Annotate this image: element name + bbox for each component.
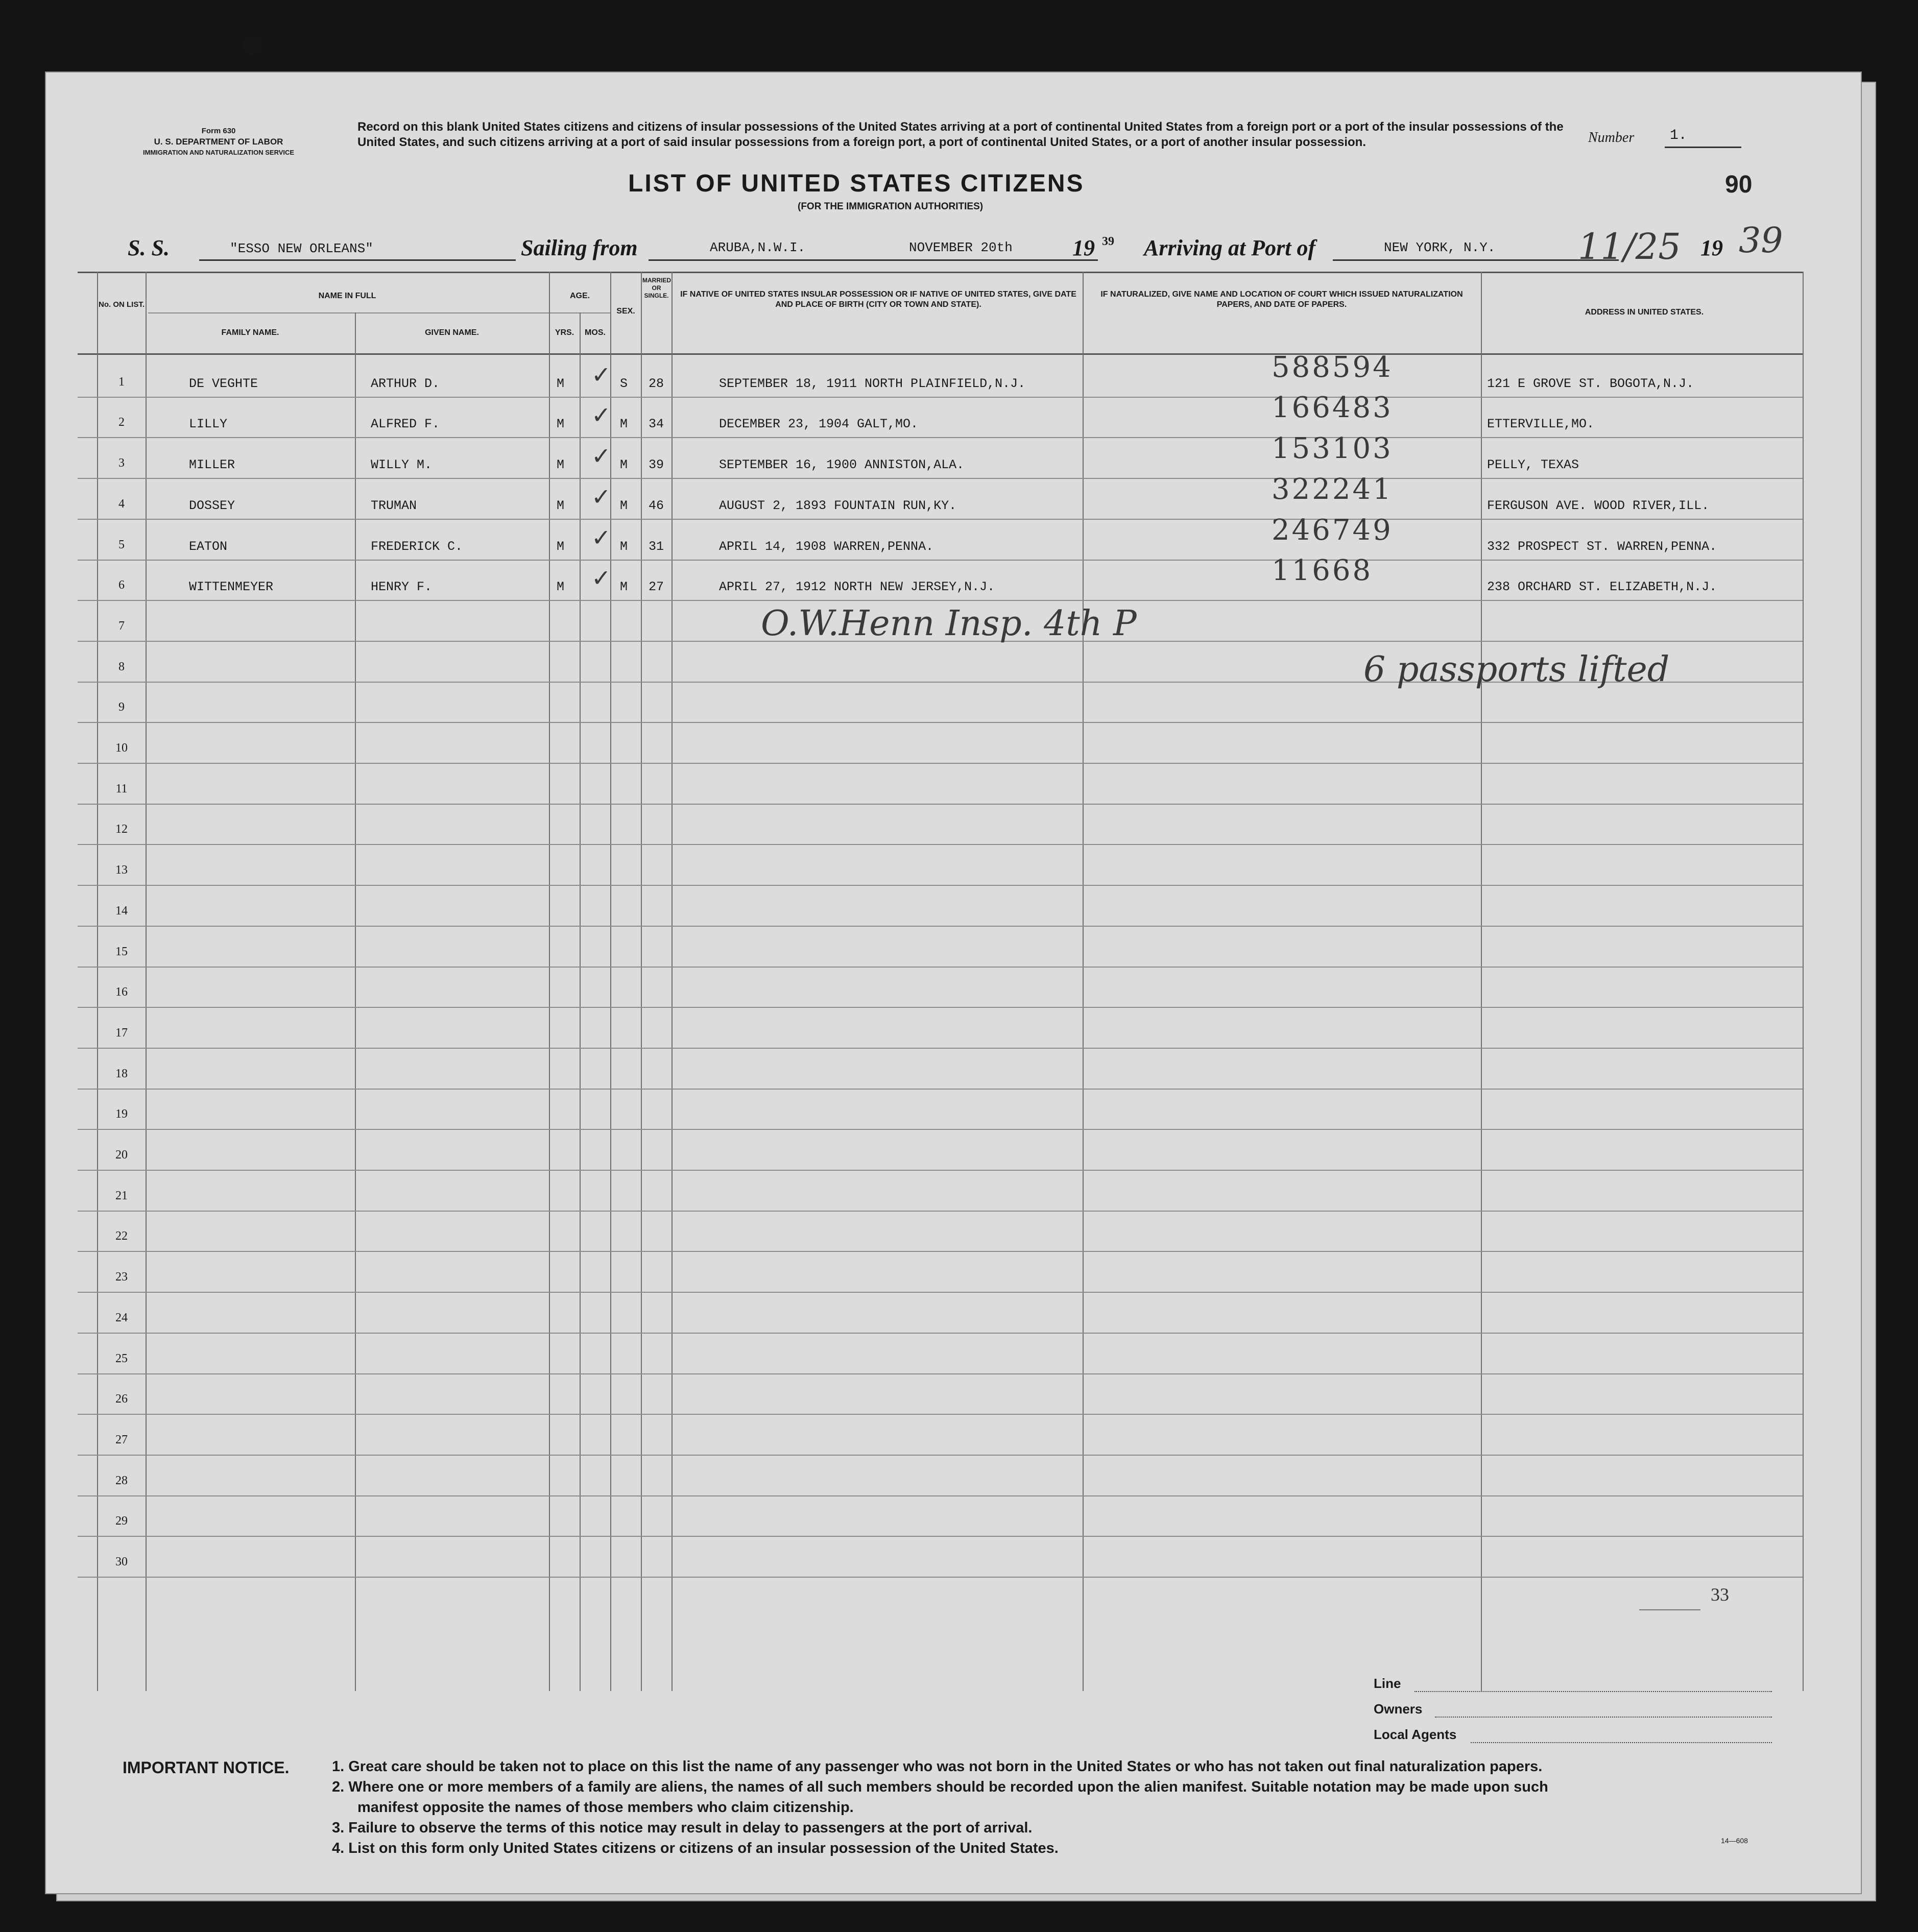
- yrs-cell: M: [557, 579, 565, 595]
- birth-cell: DECEMBER 23, 1904 GALT,MO.: [719, 417, 919, 432]
- line-field: [1414, 1691, 1772, 1692]
- family-name-cell: MILLER: [189, 457, 235, 473]
- row-rule: [78, 763, 1803, 764]
- row-number: 27: [115, 1433, 128, 1446]
- sailing-date: NOVEMBER 20th: [909, 240, 1013, 255]
- page-count: 33: [1711, 1584, 1729, 1605]
- given-name-cell: ARTHUR D.: [371, 376, 440, 391]
- row-number: 28: [115, 1474, 128, 1487]
- family-name-cell: EATON: [189, 539, 228, 554]
- row-number: 24: [115, 1311, 128, 1324]
- col-no-left: [97, 272, 98, 1691]
- row-number: 10: [115, 741, 128, 755]
- row-number: 11: [115, 782, 128, 795]
- sex-cell: M: [620, 457, 628, 473]
- col-address-right: [1803, 272, 1804, 1691]
- address-cell: ETTERVILLE,MO.: [1487, 417, 1595, 432]
- arrival-year-suffix: 39: [1739, 221, 1783, 261]
- given-name-cell: HENRY F.: [371, 579, 433, 595]
- row-number: 7: [118, 619, 125, 633]
- row-rule: [78, 1577, 1803, 1578]
- yrs-cell: M: [557, 457, 565, 473]
- row-number: 25: [115, 1351, 128, 1365]
- row-number: 16: [115, 985, 128, 999]
- yrs-cell: M: [557, 376, 565, 391]
- col-header-name-group: NAME IN FULL: [318, 292, 376, 300]
- intro-text: Record on this blank United States citizens and citizens of insular possessions of the United States arriving at a port of continental United States from a foreign port or a port of the insular possessions of the United States, and such citizens arriving at a port of said insular possessions from a foreign port, a port of continental United States, or a port of another insular possession.: [357, 120, 1564, 149]
- naturalization-paper-cell: 246749: [1272, 513, 1393, 547]
- naturalization-paper-cell: 588594: [1272, 350, 1393, 384]
- ss-label: S. S.: [128, 235, 170, 260]
- age-cell: 28: [649, 376, 664, 391]
- row-rule: [78, 1373, 1803, 1374]
- mos-check: ✓: [591, 402, 611, 429]
- row-rule: [78, 967, 1803, 968]
- ship-underline: [199, 259, 516, 261]
- row-rule: [78, 1251, 1803, 1252]
- birth-cell: SEPTEMBER 18, 1911 NORTH PLAINFIELD,N.J.: [719, 376, 1026, 391]
- number-label: Number: [1588, 130, 1635, 146]
- address-cell: 121 E GROVE ST. BOGOTA,N.J.: [1487, 376, 1694, 391]
- row-rule: [78, 1170, 1803, 1171]
- row-rule: [78, 1455, 1803, 1456]
- page-count-mark: [1639, 1609, 1700, 1610]
- row-number: 26: [115, 1392, 128, 1406]
- birth-cell: APRIL 27, 1912 NORTH NEW JERSEY,N.J.: [719, 579, 995, 595]
- row-number: 23: [115, 1270, 128, 1284]
- given-name-cell: TRUMAN: [371, 498, 417, 513]
- arriving-label: Arriving at Port of: [1144, 235, 1316, 260]
- address-cell: 238 ORCHARD ST. ELIZABETH,N.J.: [1487, 579, 1717, 595]
- row-number: 20: [115, 1148, 128, 1162]
- age-cell: 31: [649, 539, 664, 554]
- number-value: 1.: [1670, 128, 1687, 143]
- birth-cell: SEPTEMBER 16, 1900 ANNISTON,ALA.: [719, 457, 965, 473]
- agents-label: Local Agents: [1374, 1727, 1457, 1742]
- col-header-birth: IF NATIVE OF UNITED STATES INSULAR POSSESSION OR IF NATIVE OF UNITED STATES, GIVE DATE AND PLACE OF BIRTH (CITY OR TOWN AND STATE).: [680, 290, 1076, 309]
- sex-cell: M: [620, 539, 628, 554]
- row-number: 18: [115, 1067, 128, 1080]
- row-number: 30: [115, 1555, 128, 1568]
- row-number: 29: [115, 1514, 128, 1528]
- row-rule: [78, 1495, 1803, 1496]
- col-family-left: [146, 272, 147, 1691]
- arrival-port: NEW YORK, N.Y.: [1384, 240, 1496, 255]
- row-number: 2: [118, 416, 125, 429]
- col-naturalized-left: [1083, 272, 1084, 1691]
- sailing-label: Sailing from: [521, 235, 638, 260]
- print-code: 14—608: [1721, 1837, 1748, 1845]
- age-cell: 27: [649, 579, 664, 595]
- row-number: 1: [118, 375, 125, 389]
- arrival-year-prefix: 19: [1700, 235, 1723, 260]
- row-rule: [78, 519, 1803, 520]
- col-married-left: [641, 272, 642, 1691]
- form-id-block: [143, 126, 294, 158]
- naturalization-paper-cell: 153103: [1272, 432, 1393, 466]
- row-rule: [78, 397, 1803, 398]
- sex-cell: M: [620, 498, 628, 513]
- ship-name: "ESSO NEW ORLEANS": [230, 241, 373, 256]
- family-name-cell: WITTENMEYER: [189, 579, 274, 595]
- col-header-yrs: YRS.: [555, 328, 574, 337]
- sex-cell: M: [620, 417, 628, 432]
- notice-2: 2. Where one or more members of a family are aliens, the names of all such members should be recorded upon the alien manifest. Suitable notation may be made upon such: [332, 1779, 1548, 1795]
- row-number: 4: [118, 497, 125, 511]
- birth-cell: APRIL 14, 1908 WARREN,PENNA.: [719, 539, 934, 554]
- address-cell: PELLY, TEXAS: [1487, 457, 1579, 473]
- col-header-address: ADDRESS IN UNITED STATES.: [1585, 308, 1704, 317]
- address-cell: 332 PROSPECT ST. WARREN,PENNA.: [1487, 539, 1717, 554]
- header-bottom-border: [78, 353, 1804, 355]
- number-underline: [1665, 147, 1741, 148]
- sex-cell: S: [620, 376, 628, 391]
- year-prefix: 19: [1072, 235, 1095, 260]
- row-number: 19: [115, 1107, 128, 1121]
- line-label: Line: [1374, 1676, 1401, 1691]
- sailing-underline: [649, 259, 934, 261]
- sex-cell: M: [620, 579, 628, 595]
- row-number: 13: [115, 863, 128, 877]
- arrival-date: 11/25: [1578, 226, 1681, 268]
- row-number: 6: [118, 578, 125, 592]
- row-number: 22: [115, 1229, 128, 1243]
- table-top-border: [78, 272, 1804, 273]
- naturalization-paper-cell: 166483: [1272, 391, 1393, 425]
- given-name-cell: WILLY M.: [371, 457, 433, 473]
- row-rule: [78, 1292, 1803, 1293]
- col-header-sex: SEX.: [616, 307, 635, 316]
- col-birth-left: [672, 272, 673, 1691]
- mos-check: ✓: [591, 565, 611, 592]
- row-rule: [78, 1089, 1803, 1090]
- mos-check: ✓: [591, 524, 611, 551]
- row-rule: [78, 1414, 1803, 1415]
- passports-note: 6 passports lifted: [1363, 649, 1670, 690]
- row-rule: [78, 1007, 1803, 1008]
- naturalization-paper-cell: 11668: [1272, 554, 1373, 588]
- notice-2-cont: manifest opposite the names of those members who claim citizenship.: [357, 1799, 854, 1816]
- col-yrs-left: [549, 272, 550, 1691]
- page-title: LIST OF UNITED STATES CITIZENS: [628, 170, 1085, 197]
- owners-label: Owners: [1374, 1701, 1423, 1717]
- department-name: U. S. DEPARTMENT OF LABOR: [154, 137, 283, 147]
- row-rule: [78, 926, 1803, 927]
- row-rule: [78, 560, 1803, 561]
- given-name-cell: FREDERICK C.: [371, 539, 463, 554]
- year-suffix: 39: [1102, 235, 1114, 248]
- family-name-cell: DOSSEY: [189, 498, 235, 513]
- punch-hole: [243, 36, 262, 55]
- col-address-left: [1481, 272, 1482, 1691]
- row-rule: [78, 1211, 1803, 1212]
- col-header-naturalized: IF NATURALIZED, GIVE NAME AND LOCATION OF COURT WHICH ISSUED NATURALIZATION PAPERS, AND DATE OF PAPERS.: [1100, 290, 1463, 309]
- date-underline: [904, 259, 1098, 261]
- form-number: Form 630: [201, 127, 236, 135]
- family-name-cell: DE VEGHTE: [189, 376, 258, 391]
- row-number: 15: [115, 945, 128, 958]
- col-header-mos: MOS.: [585, 328, 606, 337]
- age-cell: 46: [649, 498, 664, 513]
- col-header-family: FAMILY NAME.: [221, 328, 279, 337]
- agents-field: [1471, 1742, 1772, 1743]
- row-number: 9: [118, 701, 125, 714]
- given-name-cell: ALFRED F.: [371, 417, 440, 432]
- row-rule: [78, 1129, 1803, 1130]
- row-rule: [78, 722, 1803, 723]
- service-name: IMMIGRATION AND NATURALIZATION SERVICE: [143, 149, 295, 156]
- yrs-cell: M: [557, 498, 565, 513]
- row-number: 21: [115, 1189, 128, 1202]
- page-note: 90: [1725, 171, 1753, 198]
- row-number: 5: [118, 538, 125, 551]
- notice-title: IMPORTANT NOTICE.: [123, 1758, 290, 1777]
- port-underline: [1333, 259, 1619, 261]
- owners-field: [1435, 1717, 1772, 1718]
- col-header-no: No. ON LIST.: [99, 300, 145, 309]
- row-number: 3: [118, 456, 125, 470]
- notice-4: 4. List on this form only United States citizens or citizens of an insular possession of the United States.: [332, 1840, 1059, 1856]
- notice-1: 1. Great care should be taken not to place on this list the name of any passenger who was not born in the United States or who has not taken out final naturalization papers.: [332, 1758, 1543, 1775]
- family-name-cell: LILLY: [189, 417, 228, 432]
- manifest-page: [45, 71, 1862, 1894]
- naturalization-paper-cell: 322241: [1272, 472, 1393, 506]
- row-rule: [78, 1536, 1803, 1537]
- row-rule: [78, 437, 1803, 438]
- row-number: 17: [115, 1026, 128, 1040]
- page-subtitle: (FOR THE IMMIGRATION AUTHORITIES): [798, 201, 984, 212]
- mos-check: ✓: [591, 484, 611, 510]
- row-rule: [78, 1333, 1803, 1334]
- col-header-age: AGE.: [569, 292, 590, 300]
- yrs-cell: M: [557, 417, 565, 432]
- sailing-from: ARUBA,N.W.I.: [710, 240, 806, 255]
- address-cell: FERGUSON AVE. WOOD RIVER,ILL.: [1487, 498, 1710, 513]
- col-header-given: GIVEN NAME.: [425, 328, 479, 337]
- row-rule: [78, 885, 1803, 886]
- inspector-note: O.W.Henn Insp. 4th P: [761, 603, 1137, 644]
- row-rule: [78, 804, 1803, 805]
- age-cell: 34: [649, 417, 664, 432]
- mos-check: ✓: [591, 443, 611, 470]
- row-rule: [78, 844, 1803, 845]
- row-rule: [78, 1048, 1803, 1049]
- row-number: 8: [118, 660, 125, 673]
- row-number: 14: [115, 904, 128, 917]
- row-number: 12: [115, 823, 128, 836]
- row-rule: [78, 600, 1803, 601]
- yrs-cell: M: [557, 539, 565, 554]
- mos-check: ✓: [591, 361, 611, 388]
- col-header-married: MARRIED OR SINGLE.: [642, 277, 671, 299]
- age-cell: 39: [649, 457, 664, 473]
- name-group-rule: [148, 312, 592, 313]
- notice-3: 3. Failure to observe the terms of this notice may result in delay to passengers at the port of arrival.: [332, 1820, 1033, 1836]
- row-rule: [78, 478, 1803, 479]
- birth-cell: AUGUST 2, 1893 FOUNTAIN RUN,KY.: [719, 498, 957, 513]
